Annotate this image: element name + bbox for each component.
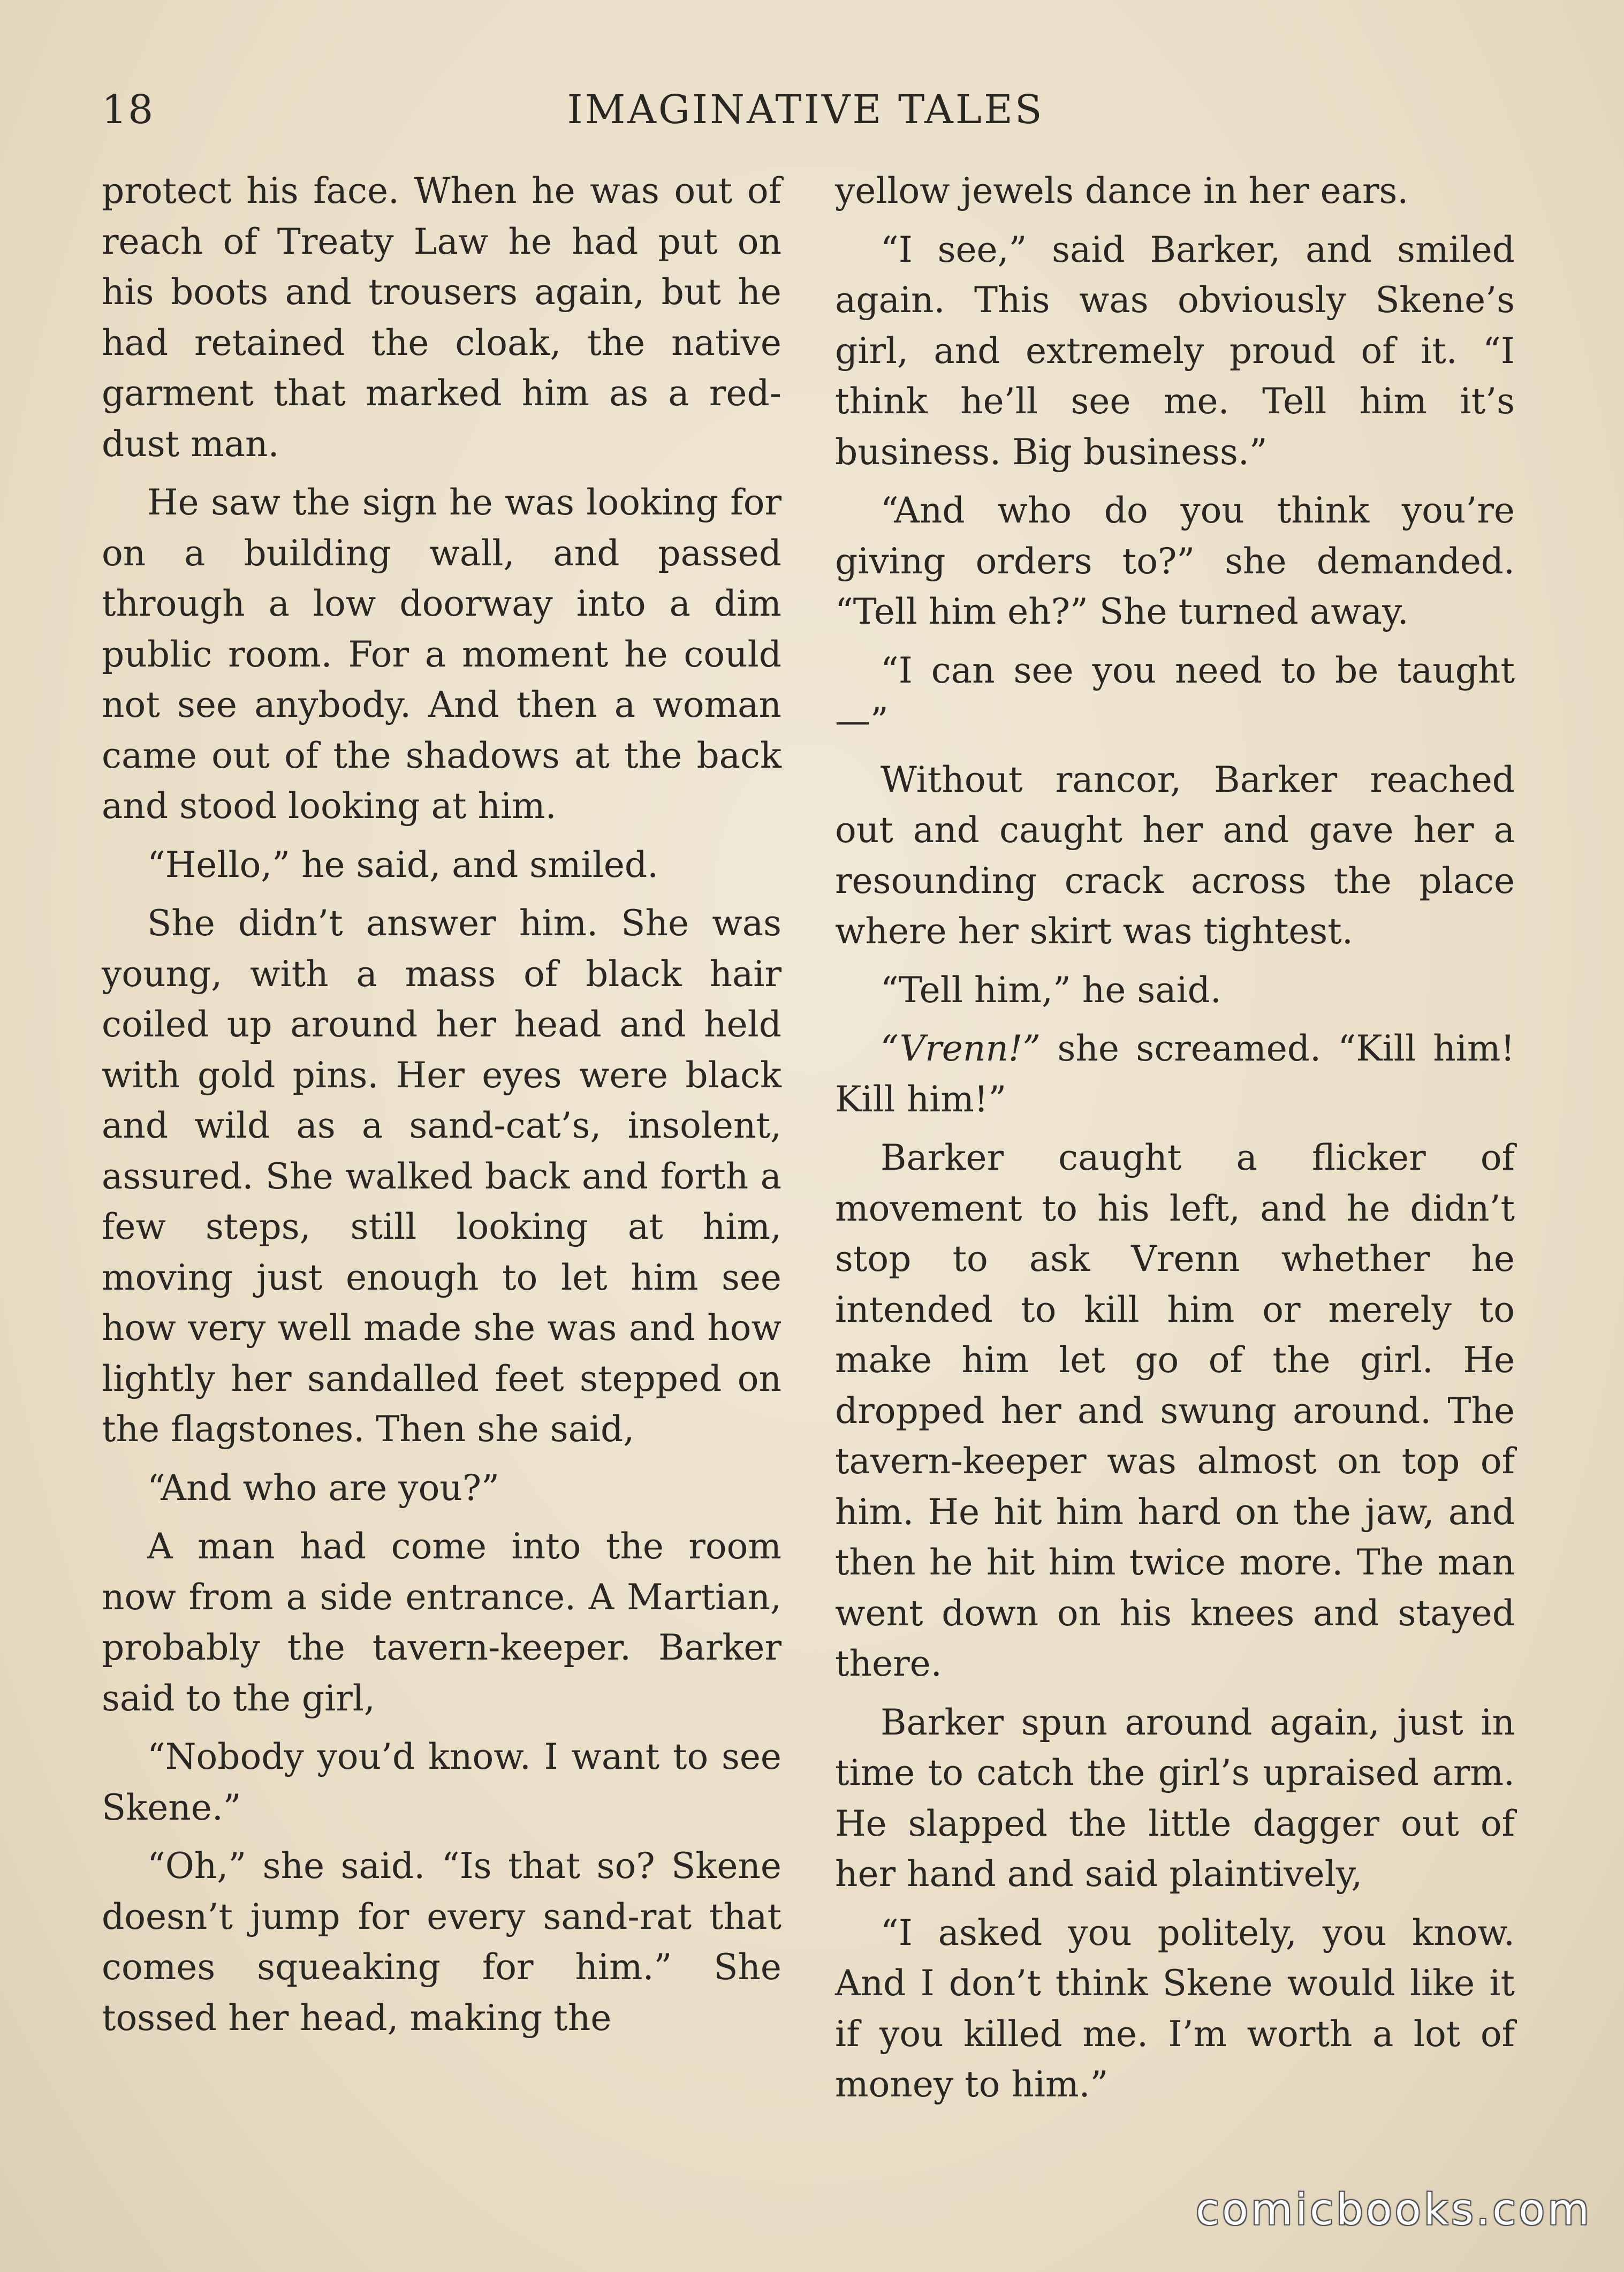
- paragraph: protect his face. When he was out of reach of Treaty Law he had put on his boots and trousers again, but he had retained the cloak, the native garment that marked him as a red-dust man.: [102, 170, 781, 465]
- paragraph: Barker spun around again, just in time to catch the girl’s upraised arm. He slapped the little dagger out of her hand and said plaintively,: [835, 1701, 1515, 1895]
- left-column: [102, 166, 781, 2051]
- paragraph: “Nobody you’d know. I want to see Skene.”: [102, 1736, 781, 1828]
- right-column: [835, 166, 1515, 2118]
- paragraph: “I can see you need to be taught—”: [835, 649, 1515, 741]
- running-title: IMAGINATIVE TALES: [567, 87, 1044, 133]
- paragraph: “Oh,” she said. “Is that so? Skene doesn’t jump for every sand-rat that comes squeaking for him.” She tossed her head, making the: [102, 1845, 781, 2039]
- paragraph: yellow jewels dance in her ears.: [835, 170, 1409, 211]
- page-header: [102, 80, 1509, 139]
- paragraph: “Tell him,” he said.: [881, 969, 1221, 1011]
- paragraph: He saw the sign he was looking for on a building wall, and passed through a low doorway into a dim public room. For a moment he could not see anybody. And then a woman came out of the shadows at the back and stood looking at him.: [102, 482, 781, 827]
- paragraph: “I see,” said Barker, and smiled again. This was obviously Skene’s girl, and extremely proud of it. “I think he’ll see me. Tell him it’s business. Big business.”: [835, 229, 1515, 473]
- paragraph: A man had come into the room now from a side entrance. A Martian, probably the tavern-keeper. Barker said to the girl,: [102, 1526, 781, 1719]
- paragraph: [835, 1024, 1515, 1125]
- paragraph: Barker caught a flicker of movement to his left, and he didn’t stop to ask Vrenn whether he intended to kill him or merely to make him let go of the girl. He dropped her and swung around. The tavern-keeper was almost on top of him. He hit him hard on the jaw, and then he hit him twice more. The man went down on his knees and stayed there.: [835, 1137, 1515, 1684]
- page-number: 18: [102, 87, 155, 133]
- paragraph-text: she screamed. “Kill him! Kill him!”: [835, 1028, 1515, 1120]
- paragraph: Without rancor, Barker reached out and caught her and gave her a resounding crack across the place where her skirt was tightest.: [835, 759, 1515, 952]
- paragraph: “And who are you?”: [147, 1467, 499, 1509]
- site-watermark: comicbooks.com: [1195, 2185, 1592, 2235]
- paragraph: “I asked you politely, you know. And I don’t think Skene would like it if you killed me. I’m worth a lot of money to him.”: [835, 1912, 1515, 2105]
- italic-exclamation: “Vrenn!”: [881, 1028, 1041, 1069]
- paragraph: “And who do you think you’re giving orders to?” she demanded. “Tell him eh?” She turned away.: [835, 490, 1515, 632]
- paragraph: “Hello,” he said, and smiled.: [147, 844, 659, 885]
- paragraph: She didn’t answer him. She was young, with a mass of black hair coiled up around her head and held with gold pins. Her eyes were black and wild as a sand-cat’s, insolent, assured. She walked back and forth a few steps, still looking at him, moving just enough to let him see how very well made she was and how lightly her sandalled feet stepped on the flagstones. Then she said,: [102, 903, 781, 1450]
